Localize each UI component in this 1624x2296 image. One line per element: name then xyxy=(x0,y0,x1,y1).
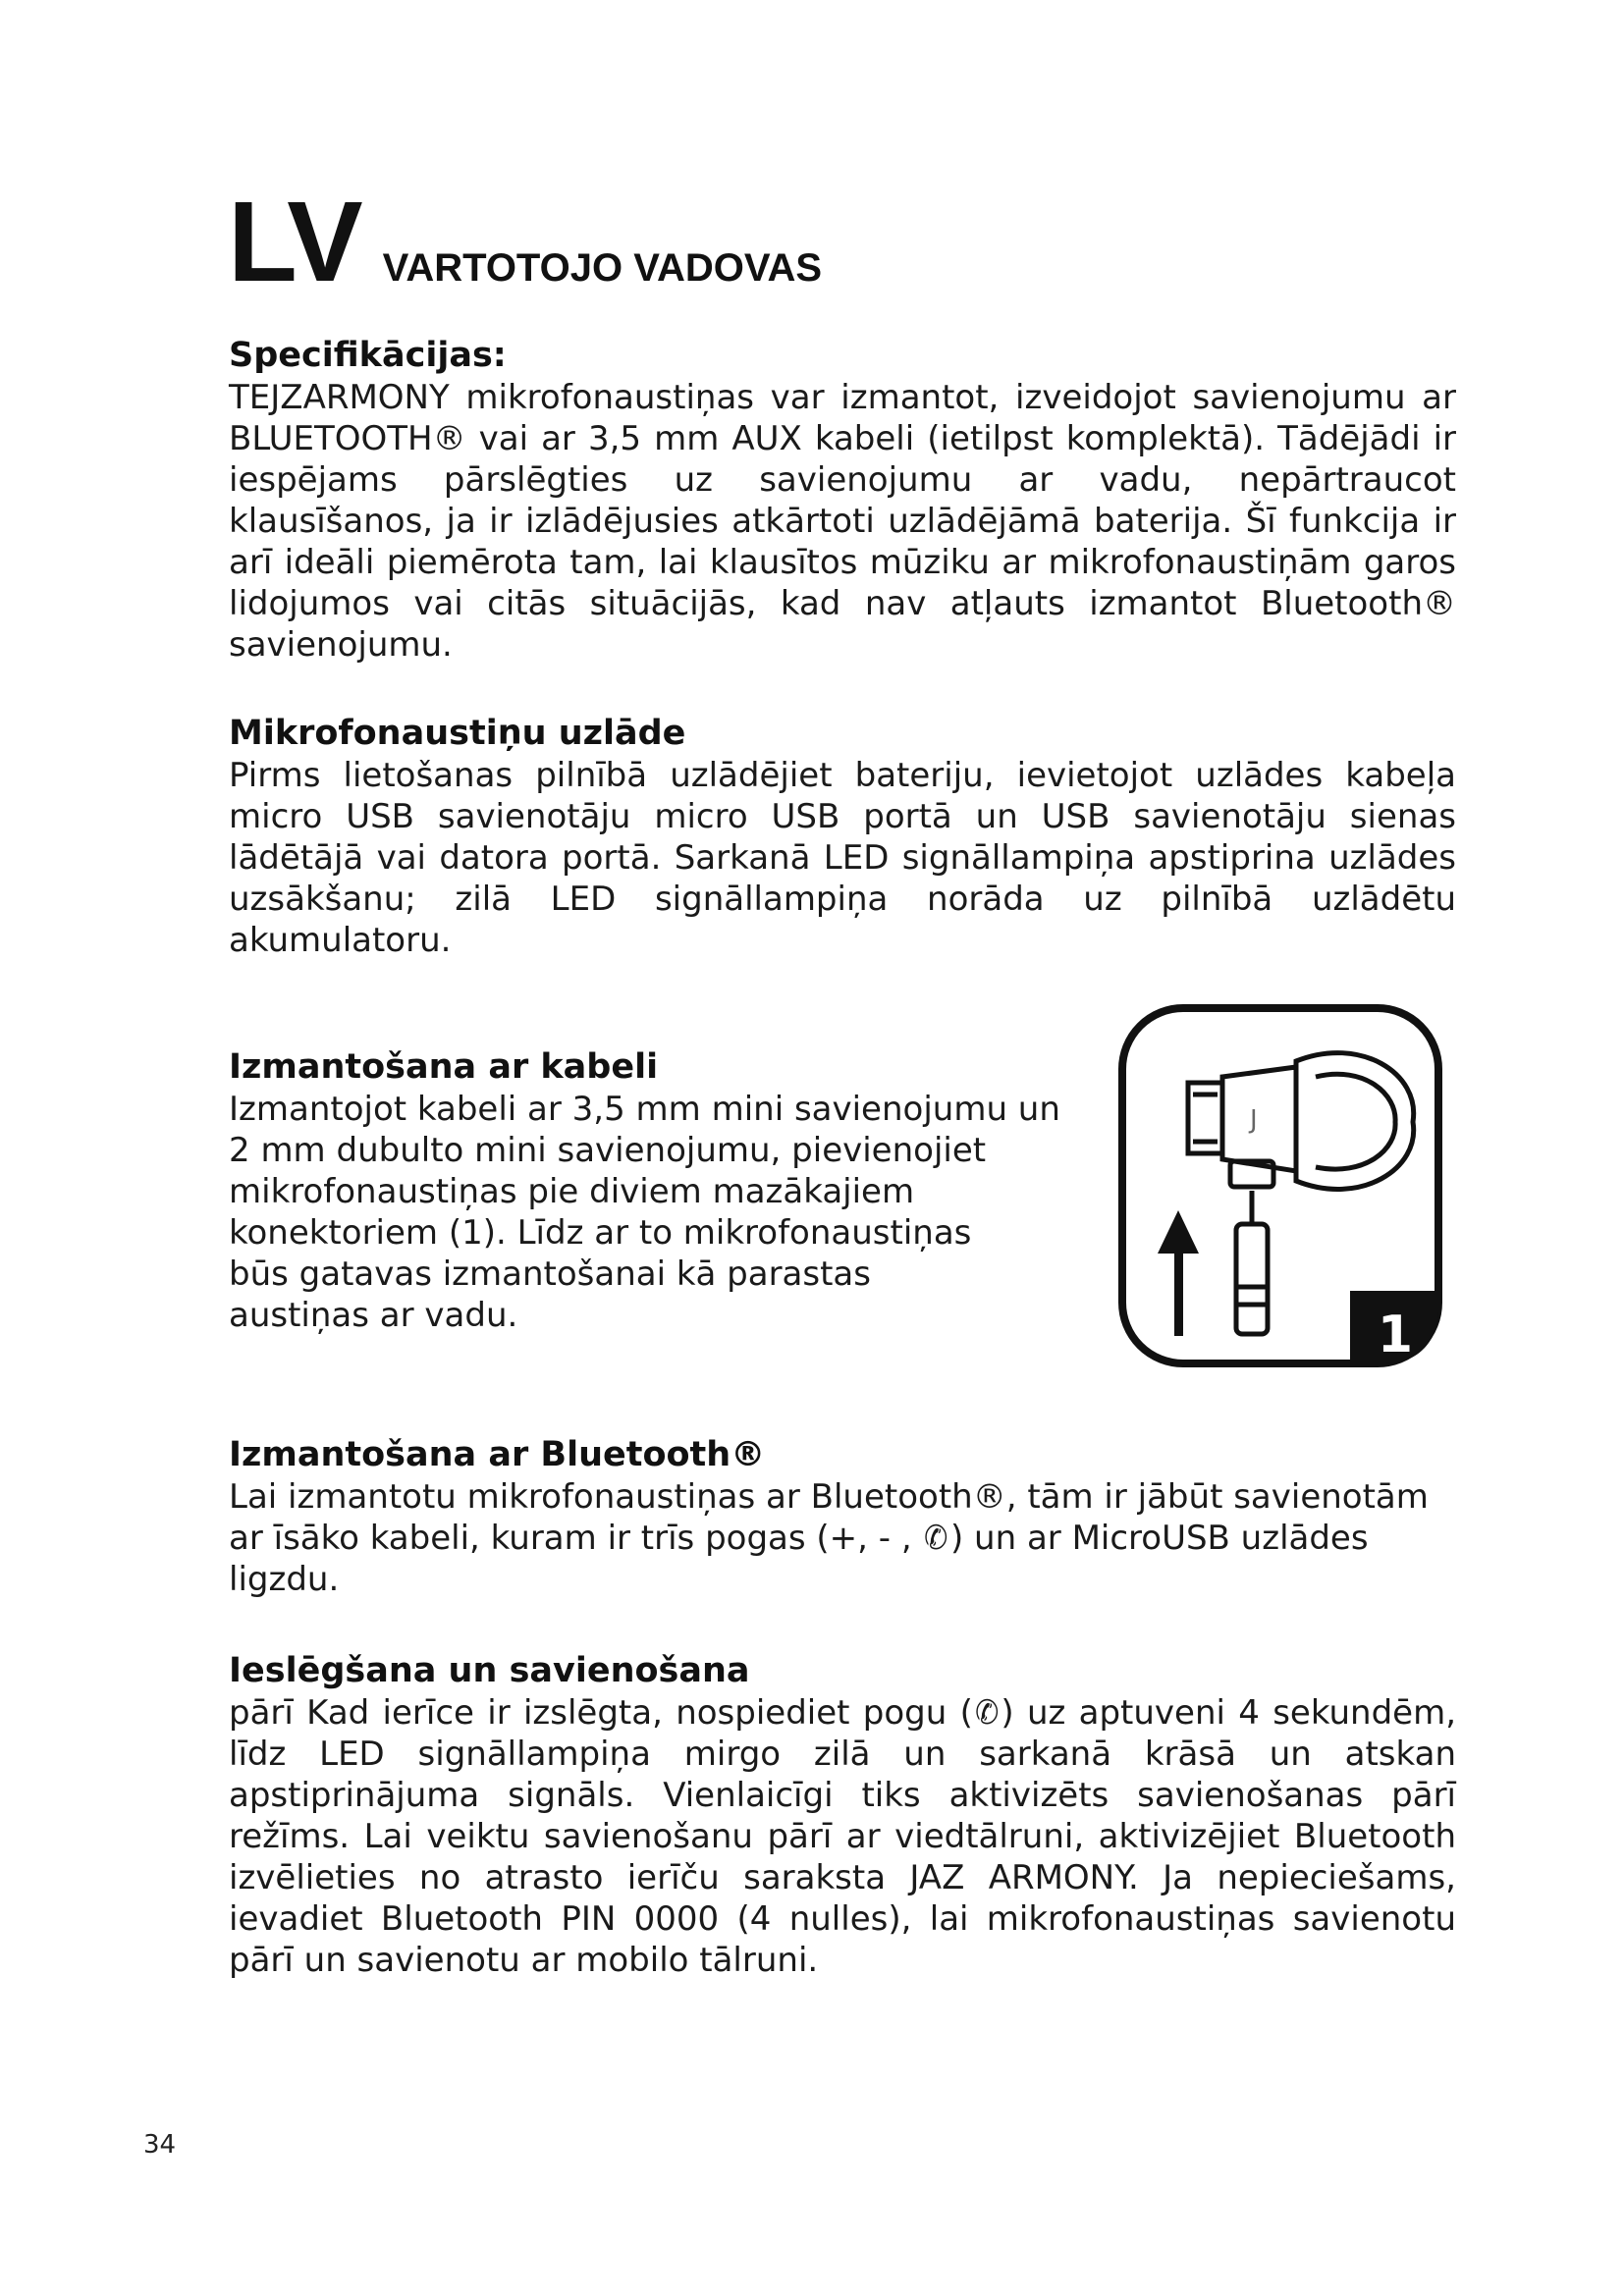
page-number: 34 xyxy=(143,2130,177,2160)
bluetooth-line-start: ar īsāko kabeli, kuram ir trīs pogas (+, - , xyxy=(229,1519,923,1558)
bluetooth-line: Lai izmantotu mikrofonaustiņas ar Bluetooth®, tām ir jābūt savienotām xyxy=(229,1477,1429,1517)
power-rest-text: līdz LED signāllampiņa mirgo zilā un sarkanā krāsā un atskan apstiprinājuma signāls. Vienlaicīgi tiks aktivizēts savienošanas pārī režīms. Lai veiktu savienošanu pārī ar viedtālruni, aktivizējiet Bluetooth izvēlieties no atrasto ierīču saraksta JAZ ARMONY. Ja nepieciešams, ievadiet Bluetooth PIN 0000 (4 nulles), lai mikrofonaustiņas savienotu pārī un savienotu ar mobilo tālruni. xyxy=(229,1735,1456,1980)
section-specifications xyxy=(229,334,1456,666)
power-line-end: ) uz aptuveni 4 sekundēm, xyxy=(1001,1693,1456,1733)
cable-line: konektoriem (1). Līdz ar to mikrofonaustiņas xyxy=(229,1213,972,1253)
cable-line: Izmantojot kabeli ar 3,5 mm mini savienojumu un xyxy=(229,1090,1060,1129)
section-charging xyxy=(229,712,1456,961)
figure-number-badge xyxy=(1350,1291,1438,1364)
bluetooth-use-text xyxy=(229,1476,1456,1600)
phone-icon: ✆ xyxy=(924,1519,948,1558)
section-power-pairing xyxy=(229,1649,1456,1981)
cable-line: mikrofonaustiņas pie diviem mazākajiem xyxy=(229,1172,915,1211)
cable-line: austiņas ar vadu. xyxy=(229,1296,518,1335)
earbud-letter: J xyxy=(1250,1105,1258,1135)
charging-text: Pirms lietošanas pilnībā uzlādējiet bateriju, ievietojot uzlādes kabeļa micro USB savienotāju micro USB portā un USB savienotāju sienas lādētājā vai datora portā. Sarkanā LED signāllampiņa apstiprina uzlādes uzsākšanu; zilā LED signāllampiņa norāda uz pilnībā uzlādētu akumulatoru. xyxy=(229,756,1456,960)
power-pairing-text xyxy=(229,1692,1456,1981)
bluetooth-use-heading: Izmantošana ar Bluetooth® xyxy=(229,1435,766,1474)
earphone-connector-figure xyxy=(1114,996,1458,1379)
page-header xyxy=(228,178,823,305)
bluetooth-line xyxy=(229,1518,1456,1559)
cable-use-text xyxy=(229,1089,1112,1336)
specifications-text: TEJZARMONY mikrofonaustiņas var izmantot, izveidojot savienojumu ar BLUETOOTH® vai ar 3,5 mm AUX kabeli (ietilpst komplektā). Tādējādi ir iespējams pārslēgties uz savienojumu ar vadu, nepārtraucot klausīšanos, ja ir izlādējusies atkārtoti uzlādējāmā baterija. Šī funkcija ir arī ideāli piemērota tam, lai klausītos mūziku ar mikrofonaustiņām garos lidojumos vai citās situācijās, kad nav atļauts izmantot Bluetooth® savienojumu. xyxy=(229,378,1456,665)
power-line-start: pārī Kad ierīce ir izslēgta, nospiediet pogu ( xyxy=(229,1693,973,1733)
phone-icon: ✆ xyxy=(975,1693,1000,1733)
bluetooth-line: ligzdu. xyxy=(229,1560,340,1599)
power-pairing-heading: Ieslēgšana un savienošana xyxy=(229,1651,750,1690)
bluetooth-line-end: ) un ar MicroUSB uzlādes xyxy=(949,1519,1369,1558)
cable-line: 2 mm dubulto mini savienojumu, pievienojiet xyxy=(229,1131,987,1170)
language-code: LV xyxy=(228,178,361,305)
specifications-heading: Specifikācijas: xyxy=(229,336,507,375)
document-title: VARTOTOJO VADOVAS xyxy=(382,246,823,290)
section-bluetooth-use xyxy=(229,1433,1456,1600)
earphone-illustration xyxy=(1114,996,1458,1379)
section-cable-use xyxy=(229,1045,1112,1336)
cable-use-heading: Izmantošana ar kabeli xyxy=(229,1047,659,1087)
figure-number: 1 xyxy=(1377,1306,1414,1364)
charging-heading: Mikrofonaustiņu uzlāde xyxy=(229,714,686,753)
cable-line: būs gatavas izmantošanai kā parastas xyxy=(229,1255,871,1294)
